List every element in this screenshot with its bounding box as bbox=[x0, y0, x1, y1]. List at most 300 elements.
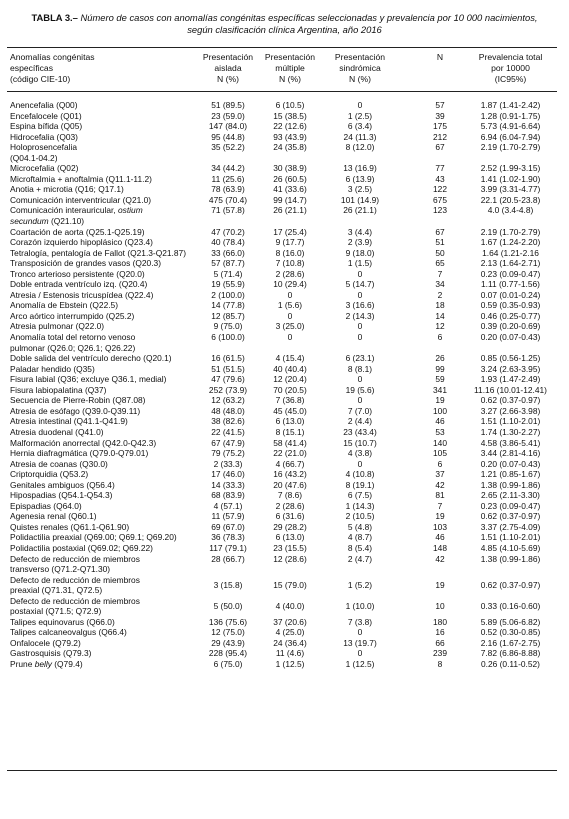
header-line: sindrómica bbox=[339, 63, 381, 73]
header-n bbox=[420, 52, 460, 63]
prevalence-cell: 1.41 (1.02-1.90) bbox=[480, 173, 541, 184]
aislada-cell: 23 (59.0) bbox=[211, 110, 245, 121]
anomaly-name-text: Atresia duodenal (Q41.0) bbox=[10, 426, 104, 437]
aislada-cell: 47 (70.2) bbox=[211, 226, 245, 237]
aislada-cell: 51 (89.5) bbox=[211, 100, 245, 110]
anomaly-name-text: Atresia de esófago (Q39.0-Q39.11) bbox=[10, 405, 141, 416]
sindromica-cell: 8 (5.4) bbox=[347, 542, 373, 553]
multiple-cell: 16 (43.2) bbox=[273, 469, 307, 480]
table-row bbox=[10, 416, 559, 427]
anomaly-name-cell bbox=[10, 153, 210, 164]
n-cell: 67 bbox=[435, 142, 445, 153]
n-cell: 100 bbox=[433, 405, 447, 416]
sindromica-cell: 7 (7.0) bbox=[347, 405, 373, 416]
sindromica-cell: 13 (19.7) bbox=[343, 637, 377, 648]
header-line: N (%) bbox=[279, 74, 301, 84]
multiple-cell: 7 (36.8) bbox=[275, 395, 305, 406]
table-row bbox=[10, 353, 559, 364]
prevalence-cell: 3.37 (2.75-4.09) bbox=[480, 521, 541, 532]
table-title-line1: Número de casos con anomalías congénitas específicas seleccionadas y prevalencia por 10 000 nacimientos, bbox=[80, 12, 538, 23]
aislada-cell: 136 (75.6) bbox=[208, 616, 248, 627]
table-row bbox=[10, 132, 559, 143]
prevalence-cell: 1.74 (1.30-2.27) bbox=[480, 426, 541, 437]
prevalence-cell: 0.20 (0.07-0.43) bbox=[480, 332, 541, 343]
header-line: Presentación bbox=[334, 52, 386, 62]
sindromica-cell: 0 bbox=[357, 289, 363, 300]
sindromica-cell: 1 (1.5) bbox=[347, 258, 373, 269]
sindromica-cell: 6 (23.1) bbox=[345, 353, 375, 364]
n-cell: 34 bbox=[435, 279, 445, 290]
n-cell: 57 bbox=[435, 100, 445, 110]
anomaly-name-text: Transposición de grandes vasos (Q20.3) bbox=[10, 258, 161, 269]
n-cell: 2 bbox=[437, 289, 443, 300]
multiple-cell: 4 (66.7) bbox=[275, 458, 305, 469]
anomaly-name-text: Comunicación interauricular, bbox=[10, 205, 116, 216]
table-row bbox=[10, 522, 559, 533]
aislada-cell: 40 (78.4) bbox=[211, 237, 245, 248]
multiple-cell: 12 (20.4) bbox=[273, 374, 307, 385]
n-cell: 122 bbox=[433, 184, 447, 195]
header-line: Presentación bbox=[202, 52, 254, 62]
anomaly-name-text: Atresia / Estenosis tricuspídea (Q22.4) bbox=[10, 289, 154, 300]
sindromica-cell: 8 (12.0) bbox=[345, 142, 375, 153]
prevalence-cell: 0.07 (0.01-0.24) bbox=[480, 289, 541, 300]
table-row bbox=[10, 290, 559, 301]
header-line: N (%) bbox=[349, 74, 371, 84]
header-line: específicas bbox=[10, 63, 53, 73]
multiple-cell: 2 (28.6) bbox=[275, 500, 305, 511]
header-multiple bbox=[260, 52, 320, 85]
header-line: (IC95%) bbox=[494, 74, 527, 84]
table-row bbox=[10, 142, 559, 153]
anomaly-name-italic: secundum bbox=[10, 216, 49, 227]
anomaly-name-text: Hernia diafragmática (Q79.0-Q79.01) bbox=[10, 448, 149, 459]
table-row bbox=[10, 511, 559, 522]
table-row bbox=[10, 638, 559, 649]
prevalence-cell: 1.21 (0.85-1.67) bbox=[480, 469, 541, 480]
sindromica-cell: 0 bbox=[357, 321, 363, 332]
anomaly-name-text: Comunicación interventricular (Q21.0) bbox=[10, 194, 152, 205]
prevalence-cell: 7.82 (6.86-8.88) bbox=[480, 648, 541, 659]
sindromica-cell: 7 (3.8) bbox=[347, 616, 373, 627]
anomaly-name-text: Coartación de aorta (Q25.1-Q25.19) bbox=[10, 226, 145, 237]
multiple-cell: 4 (40.0) bbox=[275, 601, 305, 612]
aislada-cell: 34 (44.2) bbox=[211, 163, 245, 174]
n-cell: 37 bbox=[435, 469, 445, 480]
aislada-cell: 11 (25.6) bbox=[211, 173, 245, 184]
n-cell: 77 bbox=[435, 163, 445, 174]
prevalence-cell: 1.67 (1.24-2.20) bbox=[480, 237, 541, 248]
multiple-cell: 24 (36.4) bbox=[273, 637, 307, 648]
sindromica-cell: 0 bbox=[357, 395, 363, 406]
table-row bbox=[10, 501, 559, 512]
header-line: (código CIE-10) bbox=[10, 74, 71, 84]
table-row bbox=[10, 385, 559, 396]
aislada-cell: 117 (79.1) bbox=[209, 542, 247, 553]
aislada-cell: 5 (71.4) bbox=[213, 268, 243, 279]
anomaly-name-text: postaxial (Q71.5; Q72.9) bbox=[10, 606, 102, 617]
sindromica-cell: 5 (14.7) bbox=[345, 279, 375, 290]
n-cell: 341 bbox=[433, 384, 447, 395]
n-cell: 14 bbox=[435, 310, 445, 321]
multiple-cell: 3 (25.0) bbox=[275, 321, 305, 332]
n-cell: 67 bbox=[435, 226, 445, 237]
anomaly-name-text: preaxial (Q71.31, Q72.5) bbox=[10, 585, 103, 596]
multiple-cell: 40 (40.4) bbox=[273, 363, 307, 374]
multiple-cell: 1 (5.6) bbox=[277, 300, 303, 311]
table-row bbox=[10, 332, 559, 343]
n-cell: 140 bbox=[433, 437, 447, 448]
prevalence-cell: 3.44 (2.81-4.16) bbox=[480, 448, 541, 459]
table-row bbox=[10, 395, 559, 406]
anomaly-name-cell bbox=[10, 343, 210, 354]
sindromica-cell: 3 (4.4) bbox=[347, 226, 373, 237]
table-row bbox=[10, 321, 559, 332]
top-rule bbox=[7, 47, 557, 48]
anomaly-name-text: transverso (Q71.2-Q71.30) bbox=[10, 564, 111, 575]
prevalence-cell: 1.11 (0.77-1.56) bbox=[481, 279, 540, 290]
multiple-cell: 26 (21.1) bbox=[273, 205, 307, 216]
multiple-cell: 70 (20.5) bbox=[273, 384, 307, 395]
header-line: N bbox=[436, 52, 444, 62]
anomaly-name-cell bbox=[10, 564, 210, 575]
sindromica-cell: 0 bbox=[357, 332, 363, 343]
table-title bbox=[0, 12, 569, 36]
multiple-cell: 12 (28.6) bbox=[273, 553, 307, 564]
aislada-cell: 47 (79.6) bbox=[211, 374, 245, 385]
sindromica-cell: 1 (10.0) bbox=[345, 601, 375, 612]
aislada-cell: 51 (51.5) bbox=[211, 363, 245, 374]
aislada-cell: 12 (85.7) bbox=[211, 310, 245, 321]
aislada-cell: 57 (87.7) bbox=[211, 258, 245, 269]
anomaly-name-text: Anencefalia (Q00) bbox=[10, 100, 78, 110]
table-title-label: TABLA 3.– bbox=[31, 12, 78, 23]
aislada-cell: 95 (44.8) bbox=[211, 131, 245, 142]
table-row bbox=[10, 269, 559, 280]
prevalence-cell: 0.59 (0.35-0.93) bbox=[480, 300, 541, 311]
n-cell: 180 bbox=[433, 616, 447, 627]
multiple-cell: 0 bbox=[287, 310, 293, 321]
aislada-cell: 28 (66.7) bbox=[211, 553, 245, 564]
n-cell: 51 bbox=[435, 237, 445, 248]
multiple-cell: 15 (79.0) bbox=[273, 580, 307, 591]
prevalence-cell: 4.0 (3.4-4.8) bbox=[487, 205, 534, 216]
multiple-cell: 93 (43.9) bbox=[273, 131, 307, 142]
sindromica-cell: 3 (2.5) bbox=[347, 184, 373, 195]
table-row bbox=[10, 184, 559, 195]
anomaly-name-text: Espina bífida (Q05) bbox=[10, 121, 83, 132]
n-cell: 16 bbox=[435, 627, 445, 638]
prevalence-cell: 5.73 (4.91-6.64) bbox=[480, 121, 541, 132]
table-row bbox=[10, 121, 559, 132]
multiple-cell: 4 (15.4) bbox=[275, 353, 305, 364]
table-row bbox=[10, 279, 559, 290]
table-row bbox=[10, 227, 559, 238]
prevalence-cell: 3.99 (3.31-4.77) bbox=[480, 184, 541, 195]
anomaly-name-text: Fisura labiopalatina (Q37) bbox=[10, 384, 107, 395]
anomaly-name-text: pulmonar (Q26.0; Q26.1; Q26.22) bbox=[10, 342, 136, 353]
sindromica-cell: 15 (10.7) bbox=[343, 437, 377, 448]
n-cell: 81 bbox=[435, 490, 445, 501]
table-row bbox=[10, 480, 559, 491]
anomaly-name-text: Quistes renales (Q61.1-Q61.90) bbox=[10, 521, 130, 532]
multiple-cell: 9 (17.7) bbox=[275, 237, 305, 248]
header-line: por 10000 bbox=[491, 63, 530, 73]
n-cell: 175 bbox=[433, 121, 447, 132]
prevalence-cell: 1.51 (1.10-2.01) bbox=[480, 532, 541, 543]
anomaly-name-text: Anomalía de Ebstein (Q22.5) bbox=[10, 300, 119, 311]
table-row bbox=[10, 258, 559, 269]
multiple-cell: 6 (13.0) bbox=[275, 416, 305, 427]
n-cell: 675 bbox=[433, 194, 447, 205]
sindromica-cell: 1 (12.5) bbox=[345, 658, 375, 669]
multiple-cell: 22 (12.6) bbox=[273, 121, 307, 132]
anomaly-name-text: Atresia intestinal (Q41.1-Q41.9) bbox=[10, 416, 128, 427]
anomaly-name-cell bbox=[10, 216, 210, 227]
aislada-cell: 14 (33.3) bbox=[211, 479, 245, 490]
sindromica-cell: 0 bbox=[357, 648, 363, 659]
sindromica-cell: 2 (14.3) bbox=[345, 310, 375, 321]
aislada-cell: 35 (52.2) bbox=[211, 142, 245, 153]
anomaly-name-text: Malformación anorrectal (Q42.0-Q42.3) bbox=[10, 437, 157, 448]
multiple-cell: 11 (4.6) bbox=[275, 648, 305, 659]
anomaly-name-text: Microftalmia + anoftalmia (Q11.1-11.2) bbox=[10, 173, 152, 184]
table-row bbox=[10, 205, 559, 216]
multiple-cell: 1 (12.5) bbox=[275, 658, 305, 669]
table-row bbox=[10, 580, 559, 596]
n-cell: 42 bbox=[435, 553, 445, 564]
multiple-cell: 8 (16.0) bbox=[275, 247, 305, 258]
table-row bbox=[10, 448, 559, 459]
aislada-cell: 22 (41.5) bbox=[211, 426, 245, 437]
sindromica-cell: 1 (5.2) bbox=[347, 580, 373, 591]
n-cell: 42 bbox=[435, 479, 445, 490]
table-row bbox=[10, 617, 559, 628]
n-cell: 12 bbox=[435, 321, 445, 332]
prevalence-cell: 0.62 (0.37-0.97) bbox=[480, 395, 541, 406]
anomaly-name-text: Corazón izquierdo hipoplásico (Q23.4) bbox=[10, 237, 153, 248]
sindromica-cell: 9 (18.0) bbox=[345, 247, 375, 258]
sindromica-cell: 6 (13.9) bbox=[345, 173, 375, 184]
anomaly-name-text: Gastrosquisis (Q79.3) bbox=[10, 648, 92, 659]
header-line: Presentación bbox=[264, 52, 316, 62]
n-cell: 148 bbox=[433, 542, 447, 553]
table-title-line2: según clasificación clínica Argentina, año 2016 bbox=[187, 24, 382, 35]
sindromica-cell: 23 (43.4) bbox=[343, 426, 377, 437]
prevalence-cell: 2.65 (2.11-3.30) bbox=[481, 490, 540, 501]
table-row bbox=[10, 427, 559, 438]
n-cell: 66 bbox=[435, 637, 445, 648]
multiple-cell: 99 (14.7) bbox=[273, 194, 307, 205]
prevalence-cell: 22.1 (20.5-23.8) bbox=[480, 194, 541, 205]
table-row bbox=[10, 459, 559, 470]
sindromica-cell: 26 (21.1) bbox=[343, 205, 377, 216]
prevalence-cell: 0.85 (0.56-1.25) bbox=[480, 353, 541, 364]
n-cell: 19 bbox=[435, 511, 445, 522]
sindromica-cell: 0 bbox=[357, 627, 363, 638]
aislada-cell: 71 (57.8) bbox=[211, 205, 245, 216]
multiple-cell: 23 (15.5) bbox=[273, 542, 307, 553]
multiple-cell: 6 (31.6) bbox=[275, 511, 305, 522]
prevalence-cell: 0.62 (0.37-0.97) bbox=[480, 511, 541, 522]
multiple-cell: 37 (20.6) bbox=[273, 616, 307, 627]
table-row bbox=[10, 490, 559, 501]
multiple-cell: 41 (33.6) bbox=[273, 184, 307, 195]
table-row bbox=[10, 111, 559, 122]
n-cell: 99 bbox=[435, 363, 445, 374]
prevalence-cell: 6.94 (6.04-7.94) bbox=[480, 131, 541, 142]
sindromica-cell: 13 (16.9) bbox=[343, 163, 377, 174]
aislada-cell: 36 (78.3) bbox=[211, 532, 245, 543]
prevalence-cell: 2.52 (1.99-3.15) bbox=[480, 163, 541, 174]
table-row bbox=[10, 469, 559, 480]
sindromica-cell: 24 (11.3) bbox=[343, 131, 377, 142]
table-row bbox=[10, 216, 559, 227]
sindromica-cell: 3 (16.6) bbox=[345, 300, 375, 311]
anomaly-name-text: Genitales ambiguos (Q56.4) bbox=[10, 479, 115, 490]
sindromica-cell: 0 bbox=[357, 100, 363, 110]
aislada-cell: 29 (43.9) bbox=[211, 637, 245, 648]
aislada-cell: 6 (100.0) bbox=[211, 332, 245, 343]
multiple-cell: 0 bbox=[287, 332, 293, 343]
aislada-cell: 68 (83.9) bbox=[211, 490, 245, 501]
anomaly-name-text: (Q21.10) bbox=[50, 216, 85, 227]
n-cell: 212 bbox=[433, 131, 447, 142]
header-line: múltiple bbox=[275, 63, 305, 73]
table-row bbox=[10, 311, 559, 322]
sindromica-cell: 0 bbox=[357, 268, 363, 279]
aislada-cell: 78 (63.9) bbox=[211, 184, 245, 195]
prevalence-cell: 1.51 (1.10-2.01) bbox=[480, 416, 541, 427]
table-row bbox=[10, 564, 559, 575]
anomaly-name-text: Defecto de reducción de miembros bbox=[10, 595, 140, 606]
multiple-cell: 45 (45.0) bbox=[273, 405, 307, 416]
multiple-cell: 58 (41.4) bbox=[273, 437, 307, 448]
aislada-cell: 12 (75.0) bbox=[211, 627, 245, 638]
aislada-cell: 38 (82.6) bbox=[211, 416, 245, 427]
prevalence-cell: 0.26 (0.11-0.52) bbox=[481, 658, 540, 669]
header-prevalencia bbox=[463, 52, 558, 85]
anomaly-name-text: Epispadias (Q64.0) bbox=[10, 500, 82, 511]
multiple-cell: 20 (47.6) bbox=[273, 479, 307, 490]
sindromica-cell: 1 (14.3) bbox=[345, 500, 375, 511]
sindromica-cell: 2 (4.7) bbox=[347, 553, 373, 564]
sindromica-cell: 4 (8.7) bbox=[347, 532, 373, 543]
prevalence-cell: 0.62 (0.37-0.97) bbox=[480, 580, 541, 591]
sindromica-cell: 5 (4.8) bbox=[347, 521, 373, 532]
aislada-cell: 6 (75.0) bbox=[213, 658, 243, 669]
sindromica-cell: 2 (4.4) bbox=[347, 416, 373, 427]
multiple-cell: 4 (25.0) bbox=[275, 627, 305, 638]
table-row bbox=[10, 163, 559, 174]
n-cell: 239 bbox=[433, 648, 447, 659]
table-row bbox=[10, 554, 559, 565]
multiple-cell: 7 (10.8) bbox=[275, 258, 305, 269]
anomaly-name-text: Anotia + microtia (Q16; Q17.1) bbox=[10, 184, 124, 195]
anomaly-name-text: Hipospadias (Q54.1-Q54.3) bbox=[10, 490, 113, 501]
prevalence-cell: 4.58 (3.86-5.41) bbox=[480, 437, 541, 448]
aislada-cell: 2 (100.0) bbox=[211, 289, 245, 300]
anomaly-name-text: Secuencia de Pierre-Robin (Q87.08) bbox=[10, 395, 146, 406]
aislada-cell: 48 (48.0) bbox=[211, 405, 245, 416]
n-cell: 19 bbox=[435, 580, 445, 591]
n-cell: 53 bbox=[435, 426, 445, 437]
table-row bbox=[10, 648, 559, 659]
aislada-cell: 19 (55.9) bbox=[211, 279, 245, 290]
aislada-cell: 252 (73.9) bbox=[208, 384, 248, 395]
anomaly-name-italic: ostium bbox=[118, 205, 143, 216]
aislada-cell: 12 (63.2) bbox=[211, 395, 245, 406]
prevalence-cell: 0.23 (0.09-0.47) bbox=[480, 500, 541, 511]
prevalence-cell: 0.33 (0.16-0.60) bbox=[480, 601, 541, 612]
table-row bbox=[10, 100, 559, 111]
header-line: N (%) bbox=[217, 74, 239, 84]
anomaly-name-text: Anomalía total del retorno venoso bbox=[10, 332, 136, 343]
anomaly-name-text: Talipes calcaneovalgus (Q66.4) bbox=[10, 627, 127, 638]
aislada-cell: 17 (46.0) bbox=[211, 469, 245, 480]
multiple-cell: 22 (21.0) bbox=[273, 448, 307, 459]
table-row bbox=[10, 438, 559, 449]
anomaly-name-text: Defecto de reducción de miembros bbox=[10, 574, 140, 585]
n-cell: 7 bbox=[437, 500, 443, 511]
header-line: Prevalencia total bbox=[478, 52, 543, 62]
anomaly-name-text: Polidactilia postaxial (Q69.02; Q69.22) bbox=[10, 542, 153, 553]
sindromica-cell: 8 (19.1) bbox=[345, 479, 375, 490]
anomaly-name-text: Criptorquidia (Q53.2) bbox=[10, 469, 89, 480]
n-cell: 8 bbox=[437, 658, 443, 669]
sindromica-cell: 8 (8.1) bbox=[347, 363, 373, 374]
prevalence-cell: 0.52 (0.30-0.85) bbox=[480, 627, 541, 638]
table-row bbox=[10, 248, 559, 259]
table-row bbox=[10, 543, 559, 554]
aislada-cell: 69 (67.0) bbox=[211, 521, 245, 532]
anomaly-name-text: (Q79.4) bbox=[54, 658, 83, 669]
aislada-cell: 11 (57.9) bbox=[211, 511, 245, 522]
anomaly-name-text: Fisura labial (Q36; excluye Q36.1, medial) bbox=[10, 374, 167, 385]
sindromica-cell: 2 (10.5) bbox=[345, 511, 375, 522]
n-cell: 50 bbox=[435, 247, 445, 258]
multiple-cell: 2 (28.6) bbox=[275, 268, 305, 279]
aislada-cell: 16 (61.5) bbox=[211, 353, 245, 364]
n-cell: 18 bbox=[435, 300, 445, 311]
anomaly-name-text: Doble salida del ventrículo derecho (Q20.1) bbox=[10, 353, 172, 364]
sindromica-cell: 6 (3.4) bbox=[347, 121, 373, 132]
table-row bbox=[10, 153, 559, 164]
prevalence-cell: 5.89 (5.06-6.82) bbox=[480, 616, 541, 627]
table-row bbox=[10, 532, 559, 543]
header-rule bbox=[7, 91, 557, 92]
aislada-cell: 5 (50.0) bbox=[213, 601, 243, 612]
anomaly-name-text: Atresia de coanas (Q30.0) bbox=[10, 458, 108, 469]
sindromica-cell: 101 (14.9) bbox=[340, 194, 380, 205]
n-cell: 123 bbox=[433, 205, 447, 216]
aislada-cell: 3 (15.8) bbox=[213, 580, 243, 591]
table-row bbox=[10, 364, 559, 375]
aislada-cell: 228 (95.4) bbox=[208, 648, 248, 659]
anomaly-name-text: Agenesia renal (Q60.1) bbox=[10, 511, 97, 522]
prevalence-cell: 0.20 (0.07-0.43) bbox=[480, 458, 541, 469]
table-row bbox=[10, 601, 559, 617]
n-cell: 65 bbox=[435, 258, 445, 269]
anomaly-name-text: Doble entrada ventrículo izq. (Q20.4) bbox=[10, 279, 148, 290]
prevalence-cell: 0.46 (0.25-0.77) bbox=[480, 310, 541, 321]
sindromica-cell: 4 (3.8) bbox=[347, 448, 373, 459]
sindromica-cell: 0 bbox=[357, 458, 363, 469]
n-cell: 10 bbox=[435, 601, 445, 612]
anomaly-name-text: Defecto de reducción de miembros bbox=[10, 553, 140, 564]
aislada-cell: 147 (84.0) bbox=[208, 121, 248, 132]
multiple-cell: 24 (35.8) bbox=[273, 142, 307, 153]
